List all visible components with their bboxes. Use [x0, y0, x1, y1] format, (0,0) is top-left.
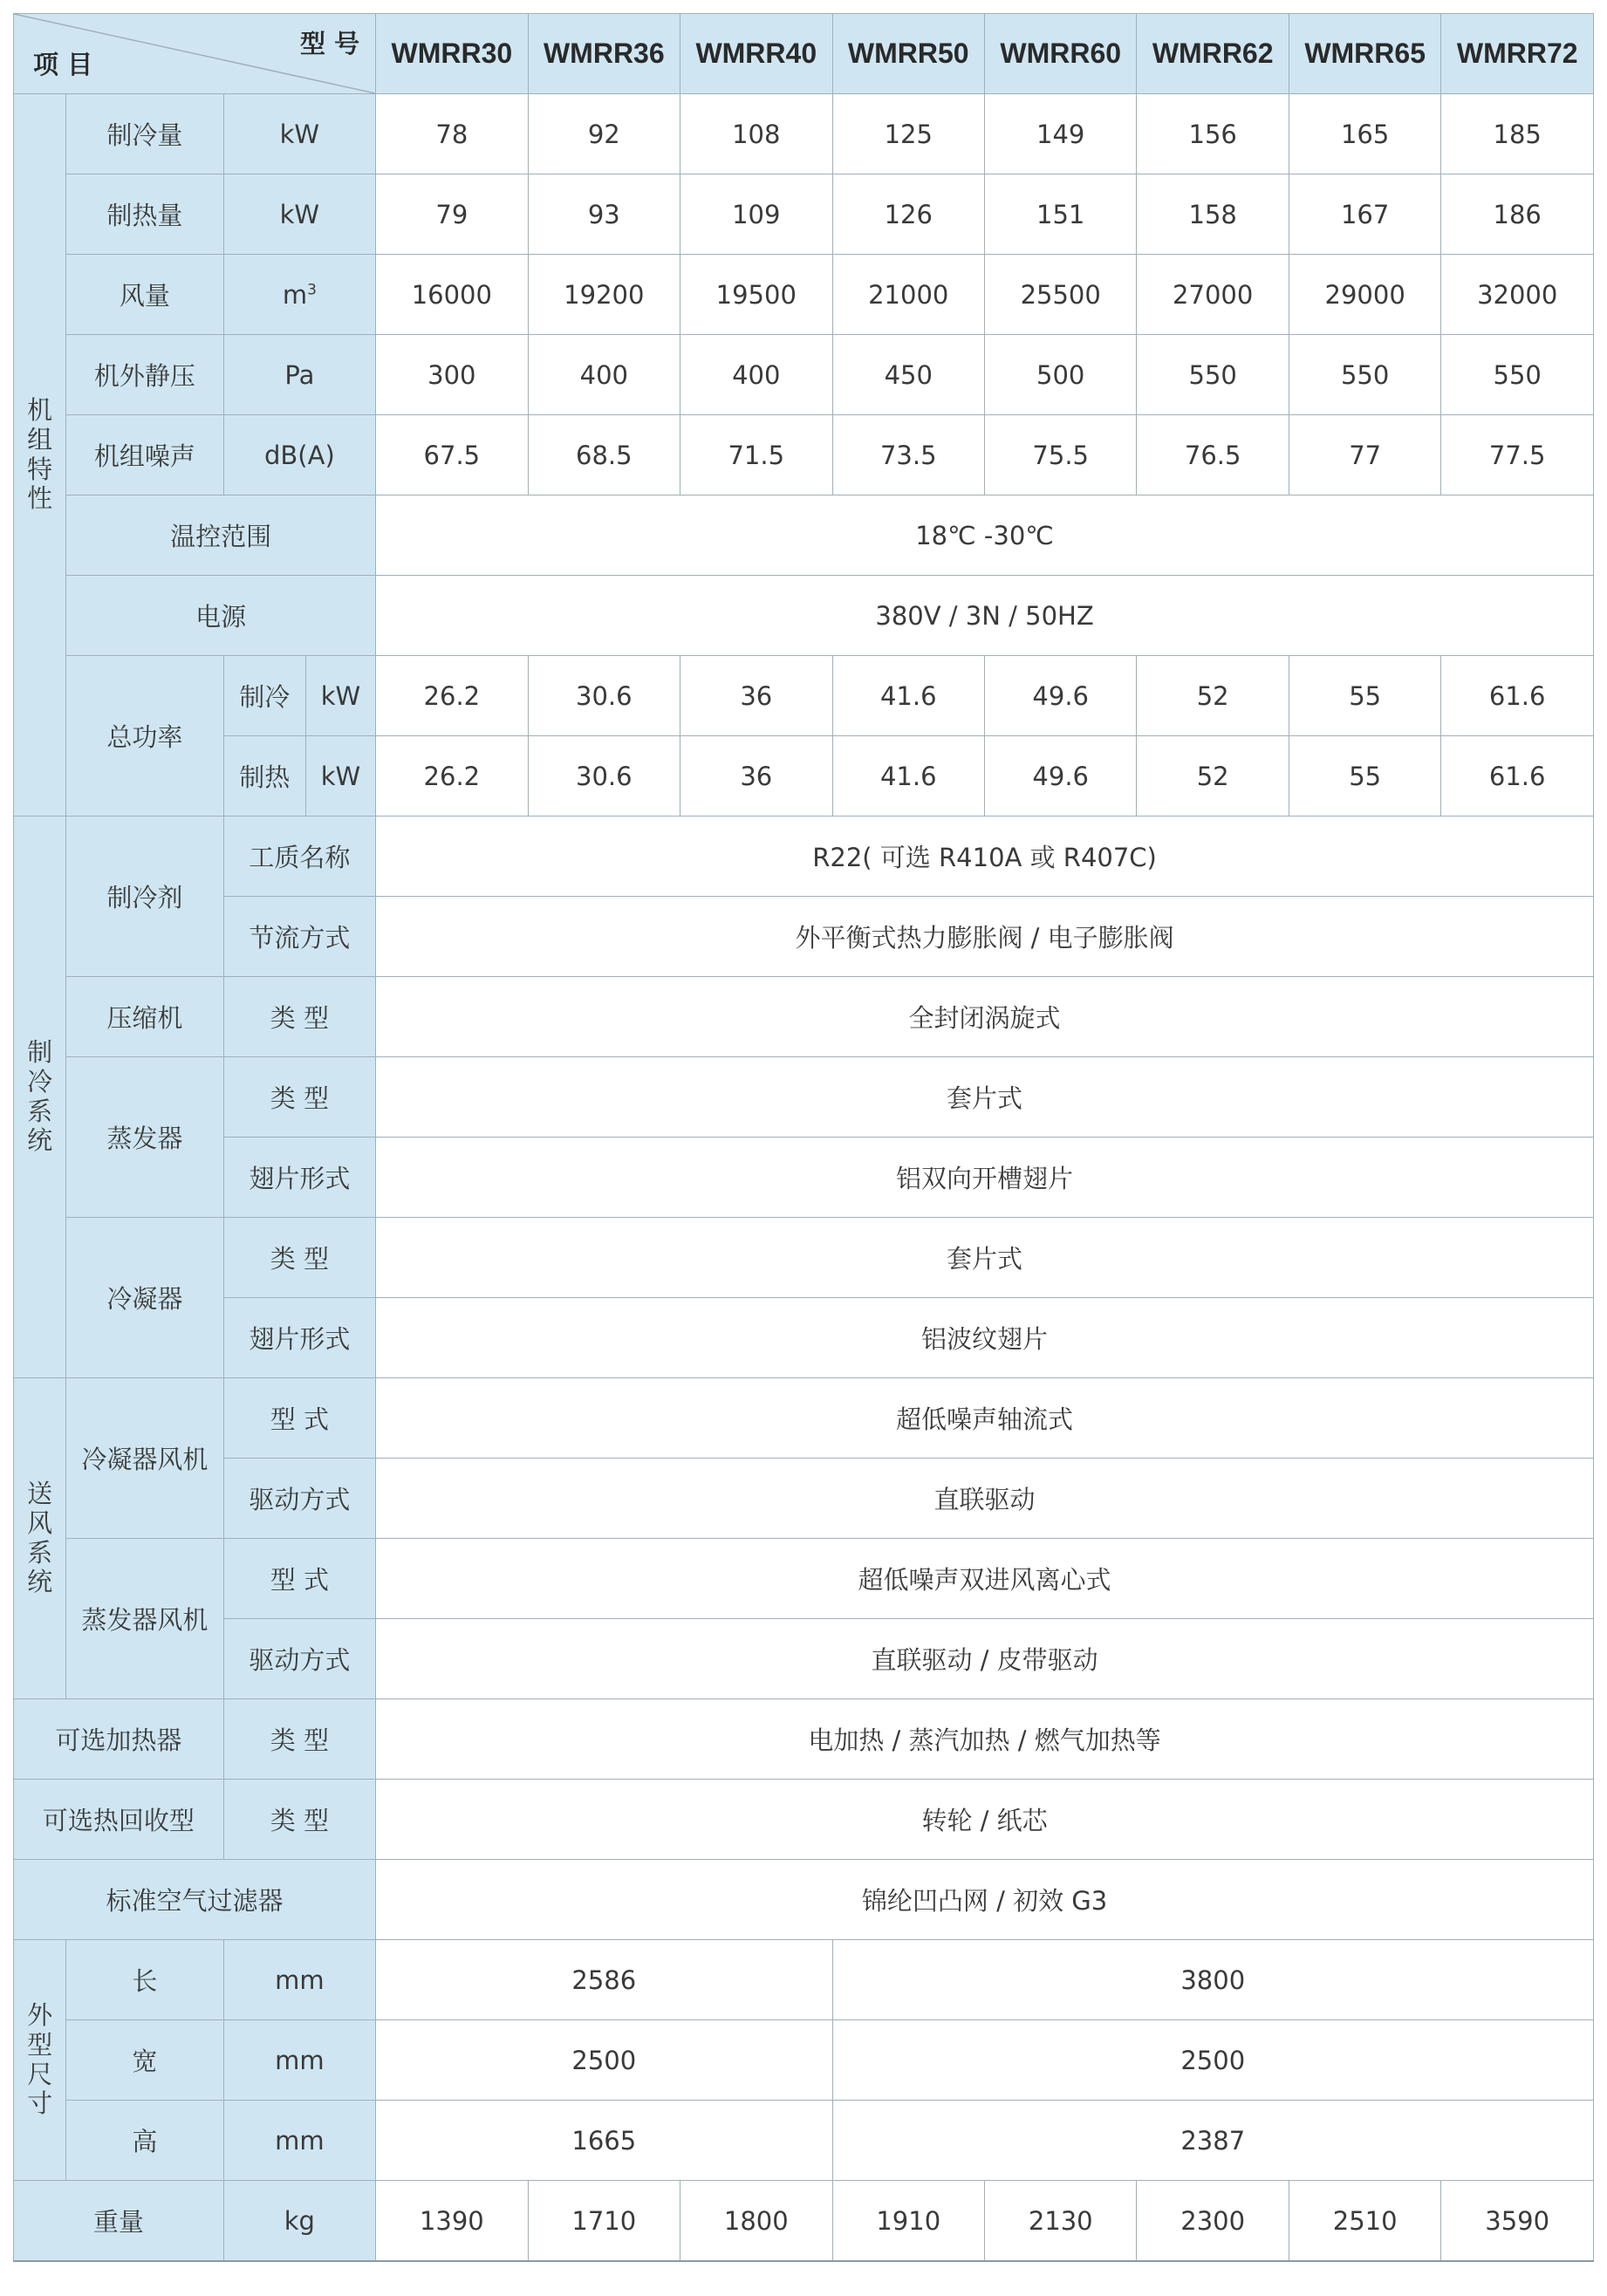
sub-row-label: 制热 — [223, 736, 305, 817]
item-header-label: 项 目 — [33, 50, 93, 79]
row-unit: kW — [223, 174, 375, 255]
cell-value: 185 — [1441, 94, 1594, 174]
cell-value: 300 — [376, 335, 528, 415]
cell-value: 400 — [528, 335, 680, 415]
table-row — [14, 1057, 1594, 1138]
cell-value: 1390 — [376, 2181, 528, 2262]
cell-value: 1800 — [680, 2181, 832, 2262]
table-row — [14, 1699, 1594, 1780]
sub-row-label: 节流方式 — [223, 897, 375, 977]
cell-value: 109 — [680, 174, 832, 255]
cell-value: 32000 — [1441, 255, 1594, 335]
table-row — [14, 977, 1594, 1057]
row-label: 宽 — [66, 2020, 223, 2101]
row-unit: kg — [223, 2181, 375, 2262]
cell-value: 61.6 — [1441, 656, 1594, 736]
cell-value: 167 — [1289, 174, 1440, 255]
row-label: 制冷剂 — [66, 817, 223, 977]
row-label: 压缩机 — [66, 977, 223, 1057]
table-row — [14, 1539, 1594, 1619]
cell-value: 450 — [832, 335, 984, 415]
sub-row-label: 驱动方式 — [223, 1459, 375, 1539]
table-row — [14, 174, 1594, 255]
cell-value: 27000 — [1137, 255, 1289, 335]
sub-row-label: 制冷 — [223, 656, 305, 736]
cell-value: 直联驱动 / 皮带驱动 — [376, 1619, 1594, 1699]
cell-value: 30.6 — [528, 736, 680, 817]
cell-value: 全封闭涡旋式 — [376, 977, 1594, 1057]
row-label: 风量 — [66, 255, 223, 335]
cell-value: 79 — [376, 174, 528, 255]
row-label: 机外静压 — [66, 335, 223, 415]
table-row — [14, 736, 1594, 817]
row-unit: kW — [223, 94, 375, 174]
cell-value: 2586 — [376, 1940, 832, 2020]
cell-value: 61.6 — [1441, 736, 1594, 817]
cell-value: 151 — [984, 174, 1136, 255]
group-label-dims: 外型尺寸 — [14, 1940, 66, 2181]
cell-value: 550 — [1289, 335, 1440, 415]
cell-value: 71.5 — [680, 415, 832, 495]
table-row — [14, 1378, 1594, 1459]
cell-value: 19500 — [680, 255, 832, 335]
sub-row-label: 类 型 — [223, 1057, 375, 1138]
cell-value: 92 — [528, 94, 680, 174]
cell-value: 2387 — [832, 2101, 1593, 2181]
cell-value: 套片式 — [376, 1057, 1594, 1138]
cell-value: 52 — [1137, 736, 1289, 817]
sub-row-label: 型 式 — [223, 1539, 375, 1619]
model-header: WMRR36 — [528, 14, 680, 94]
cell-value: 550 — [1137, 335, 1289, 415]
cell-value: 套片式 — [376, 1218, 1594, 1298]
row-label: 蒸发器风机 — [66, 1539, 223, 1699]
cell-value: 108 — [680, 94, 832, 174]
cell-value: 400 — [680, 335, 832, 415]
row-unit: mm — [223, 2020, 375, 2101]
cell-value: 16000 — [376, 255, 528, 335]
cell-value: 2500 — [832, 2020, 1593, 2101]
row-unit: Pa — [223, 335, 375, 415]
table-row — [14, 415, 1594, 495]
corner-header — [14, 14, 376, 94]
row-label: 总功率 — [66, 656, 223, 817]
row-unit: mm — [223, 2101, 375, 2181]
row-label: 温控范围 — [66, 495, 376, 576]
table-row — [14, 2020, 1594, 2101]
sub-row-label: 驱动方式 — [223, 1619, 375, 1699]
header-row — [14, 14, 1594, 94]
cell-value: 铝波纹翅片 — [376, 1298, 1594, 1378]
row-unit — [223, 255, 375, 335]
table-row — [14, 576, 1594, 656]
sub-row-label: 类 型 — [223, 977, 375, 1057]
cell-value: 19200 — [528, 255, 680, 335]
table-row — [14, 1459, 1594, 1539]
table-row — [14, 94, 1594, 174]
sub-row-label: 工质名称 — [223, 817, 375, 897]
row-label: 冷凝器风机 — [66, 1378, 223, 1539]
row-label: 可选加热器 — [14, 1699, 224, 1780]
cell-value: 49.6 — [984, 656, 1136, 736]
row-unit: kW — [305, 736, 375, 817]
table-row — [14, 495, 1594, 576]
cell-value: 36 — [680, 656, 832, 736]
row-unit: kW — [305, 656, 375, 736]
unit-text: m — [282, 279, 308, 310]
cell-value: 2510 — [1289, 2181, 1440, 2262]
cell-value: 55 — [1289, 656, 1440, 736]
table-row — [14, 1298, 1594, 1378]
table-row — [14, 2101, 1594, 2181]
cell-value: 26.2 — [376, 656, 528, 736]
cell-value: 36 — [680, 736, 832, 817]
group-label-air: 送风系统 — [14, 1378, 66, 1699]
row-label: 高 — [66, 2101, 223, 2181]
row-label: 冷凝器 — [66, 1218, 223, 1378]
row-label: 可选热回收型 — [14, 1780, 224, 1860]
cell-value: 126 — [832, 174, 984, 255]
spec-table — [13, 13, 1594, 2262]
table-row — [14, 1860, 1594, 1940]
cell-value: 380V / 3N / 50HZ — [376, 576, 1594, 656]
table-row — [14, 897, 1594, 977]
unit-superscript: 3 — [307, 280, 317, 298]
sub-row-label: 类 型 — [223, 1218, 375, 1298]
cell-value: 41.6 — [832, 656, 984, 736]
cell-value: 超低噪声双进风离心式 — [376, 1539, 1594, 1619]
table-row — [14, 335, 1594, 415]
cell-value: 2500 — [376, 2020, 832, 2101]
model-header: WMRR50 — [832, 14, 984, 94]
model-header: WMRR30 — [376, 14, 528, 94]
cell-value: 75.5 — [984, 415, 1136, 495]
cell-value: 21000 — [832, 255, 984, 335]
sub-row-label: 类 型 — [223, 1780, 375, 1860]
cell-value: 73.5 — [832, 415, 984, 495]
cell-value: 52 — [1137, 656, 1289, 736]
cell-value: 超低噪声轴流式 — [376, 1378, 1594, 1459]
cell-value: 直联驱动 — [376, 1459, 1594, 1539]
row-label: 制热量 — [66, 174, 223, 255]
cell-value: 158 — [1137, 174, 1289, 255]
cell-value: 77 — [1289, 415, 1440, 495]
table-row — [14, 1619, 1594, 1699]
cell-value: 1910 — [832, 2181, 984, 2262]
model-header: WMRR60 — [984, 14, 1136, 94]
cell-value: 26.2 — [376, 736, 528, 817]
row-label: 标准空气过滤器 — [14, 1860, 376, 1940]
sub-row-label: 类 型 — [223, 1699, 375, 1780]
cell-value: 外平衡式热力膨胀阀 / 电子膨胀阀 — [376, 897, 1594, 977]
sub-row-label: 翅片形式 — [223, 1298, 375, 1378]
cell-value: 41.6 — [832, 736, 984, 817]
table-row — [14, 2181, 1594, 2262]
row-unit: mm — [223, 1940, 375, 2020]
cell-value: 1665 — [376, 2101, 832, 2181]
model-header: WMRR40 — [680, 14, 832, 94]
row-label: 重量 — [14, 2181, 224, 2262]
row-unit: dB(A) — [223, 415, 375, 495]
cell-value: 25500 — [984, 255, 1136, 335]
cell-value: 电加热 / 蒸汽加热 / 燃气加热等 — [376, 1699, 1594, 1780]
cell-value: 68.5 — [528, 415, 680, 495]
cell-value: 55 — [1289, 736, 1440, 817]
table-row — [14, 817, 1594, 897]
cell-value: 2130 — [984, 2181, 1136, 2262]
row-label: 电源 — [66, 576, 376, 656]
cell-value: 2300 — [1137, 2181, 1289, 2262]
cell-value: 77.5 — [1441, 415, 1594, 495]
cell-value: 149 — [984, 94, 1136, 174]
table-row — [14, 255, 1594, 335]
cell-value: 3800 — [832, 1940, 1593, 2020]
cell-value: 1710 — [528, 2181, 680, 2262]
cell-value: 18℃ -30℃ — [376, 495, 1594, 576]
cell-value: 76.5 — [1137, 415, 1289, 495]
row-label: 长 — [66, 1940, 223, 2020]
cell-value: 49.6 — [984, 736, 1136, 817]
cell-value: 500 — [984, 335, 1136, 415]
cell-value: 550 — [1441, 335, 1594, 415]
row-label: 机组噪声 — [66, 415, 223, 495]
table-row — [14, 1780, 1594, 1860]
model-header-label: 型 号 — [300, 29, 360, 58]
cell-value: 78 — [376, 94, 528, 174]
cell-value: 30.6 — [528, 656, 680, 736]
group-label-unit: 机组特性 — [14, 94, 66, 817]
table-row — [14, 656, 1594, 736]
cell-value: 29000 — [1289, 255, 1440, 335]
row-label: 蒸发器 — [66, 1057, 223, 1218]
cell-value: 锦纶凹凸网 / 初效 G3 — [376, 1860, 1594, 1940]
row-label: 制冷量 — [66, 94, 223, 174]
cell-value: 165 — [1289, 94, 1440, 174]
table-row — [14, 1138, 1594, 1218]
model-header: WMRR72 — [1441, 14, 1594, 94]
cell-value: 转轮 / 纸芯 — [376, 1780, 1594, 1860]
sub-row-label: 型 式 — [223, 1378, 375, 1459]
table-row — [14, 1940, 1594, 2020]
table-row — [14, 1218, 1594, 1298]
cell-value: 3590 — [1441, 2181, 1594, 2262]
model-header: WMRR65 — [1289, 14, 1440, 94]
cell-value: 156 — [1137, 94, 1289, 174]
cell-value: 93 — [528, 174, 680, 255]
cell-value: 125 — [832, 94, 984, 174]
cell-value: R22( 可选 R410A 或 R407C) — [376, 817, 1594, 897]
group-label-refrig: 制冷系统 — [14, 817, 66, 1378]
cell-value: 186 — [1441, 174, 1594, 255]
sub-row-label: 翅片形式 — [223, 1138, 375, 1218]
model-header: WMRR62 — [1137, 14, 1289, 94]
cell-value: 67.5 — [376, 415, 528, 495]
cell-value: 铝双向开槽翅片 — [376, 1138, 1594, 1218]
